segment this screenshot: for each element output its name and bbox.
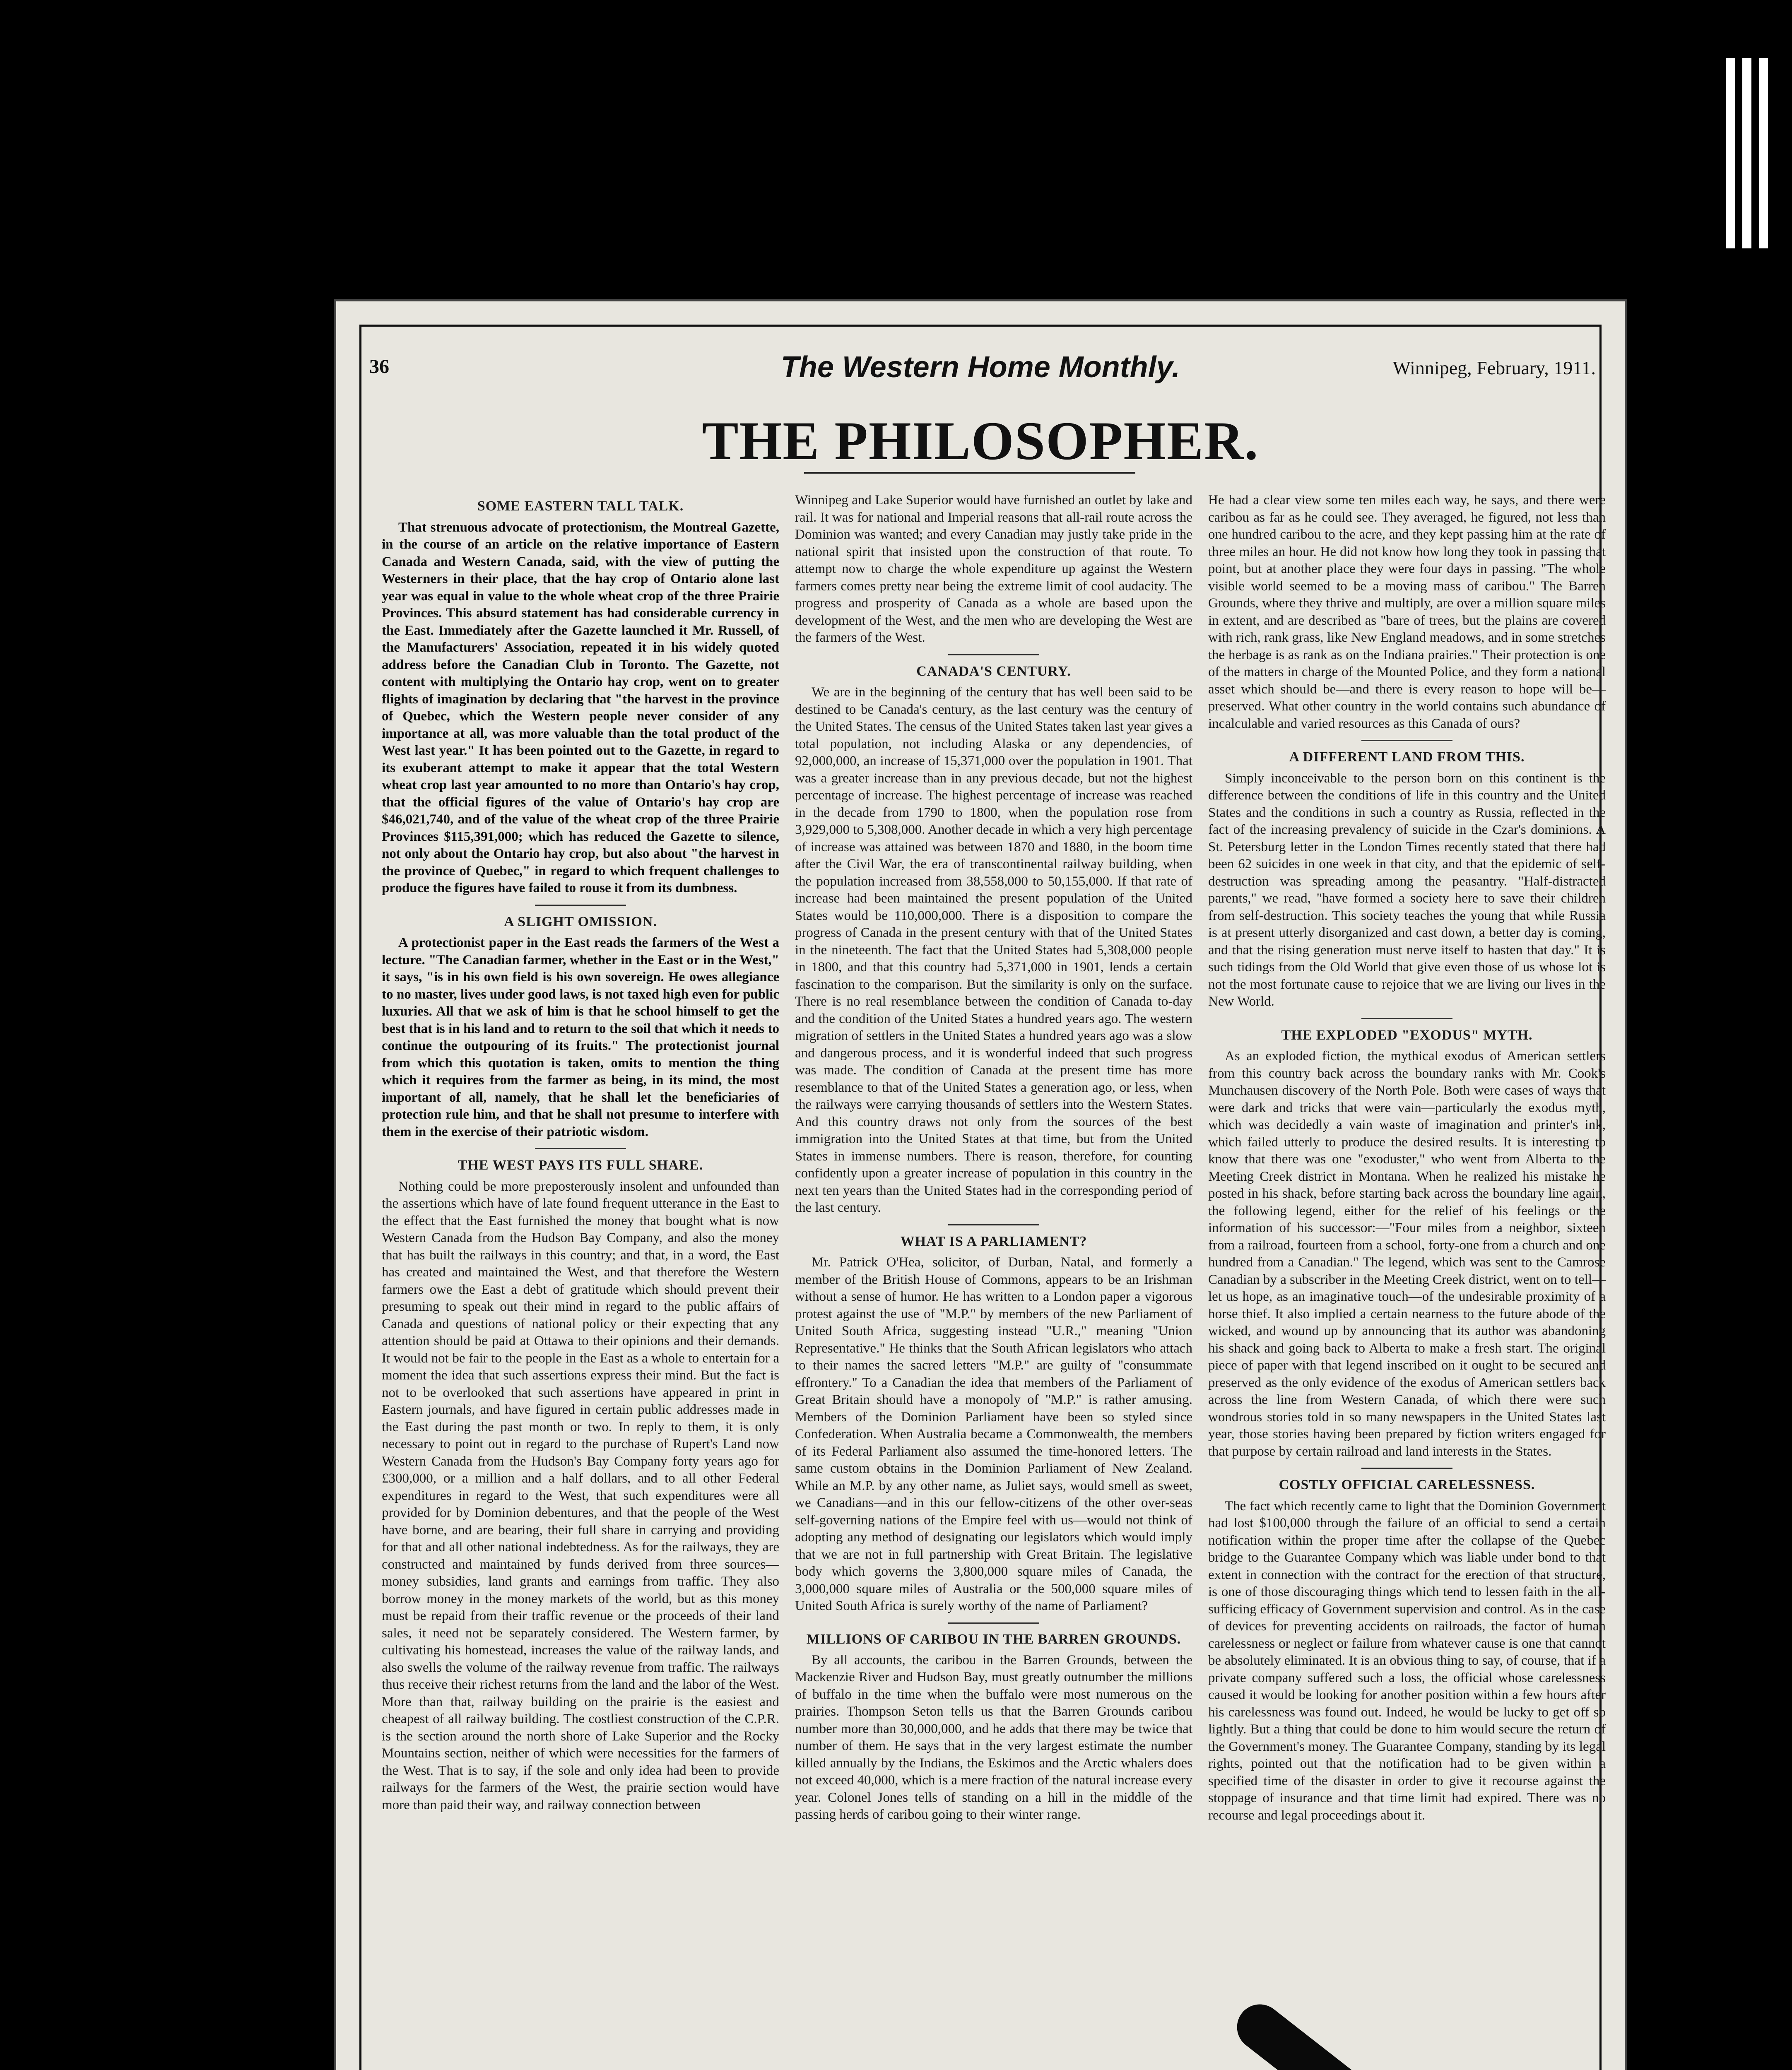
title-rule [804, 472, 1135, 474]
section-divider [1361, 1018, 1452, 1019]
article-body: He had a clear view some ten miles each way, he says, and there were caribou as far as he could see. They averaged, he figured, not less than one hundred caribou to the acre, and they kept passing him at the rate of three miles an hour. He did not know how long they took in passing that point, but at another place they were four days in passing. "The whole visible world seemed to be a moving mass of caribou." The Barren Grounds, where they thrive and multiply, are over a million square miles in extent, and are described as "bare of trees, but the plains are covered with rich, rank grass, like New England meadows, and in some stretches the herbage is as rank as on the Indiana prairies." Their protection is one of the matters in charge of the Mounted Police, and they form a national asset which should be—and there is every reason to hope will be—preserved. What other country in the world contains such abundance of incalculable and varied resources as this Canada of ours? [1208, 493, 1606, 731]
page-number: 36 [369, 356, 389, 378]
column-3 [1208, 492, 1606, 2070]
article-heading: SOME EASTERN TALL TALK. [477, 498, 684, 514]
article-body: As an exploded fiction, the mythical exodus of American settlers from this country back across the boundary ranks with Mr. Cook's Munchausen discovery of the North Pole. Both were cases of ways that were dark and tricks that were vain—particularly the exodus myth, which was decidedly a vain waste of imagination and printer's ink, which failed utterly to produce the desired results. It is interesting to know that there was one "exoduster," who went from Alberta to the Meeting Creek district in Montana. When he realized his mistake he posted in his shack, before starting back across the boundary line again, the following legend, either for the relief of his feelings or the information of his successor:—"Four miles from a neighbor, sixteen from a railroad, fourteen from a school, forty-one from a church and one hundred from a Canadian." The legend, which was sent to the Camrose Canadian by a subscriber in the Meeting Creek district, went on to tell—let us hope, as an imaginative touch—of the undesirable proximity of a horse thief. It also implied a certain nearness to the future abode of the wicked, and wound up by announcing that its author was abandoning his shack and going back to Alberta to make a fresh start. The original piece of paper with that legend inscribed on it ought to be secured and preserved as the only evidence of the exodus of American settlers back across the line from Western Canada, of which there were such wondrous stories told in so many newspapers in the United States last year, those stories having been prepared by fiction writers engaged for that purpose by certain railroad and land interests in the States. [1208, 1049, 1606, 1459]
section-divider [948, 1622, 1039, 1624]
article-body: We are in the beginning of the century that has well been said to be destined to be Canada's century, as the last century was the century of the United States. The census of the United States taken last year gives a total population, not including Alaska or any dependencies, of 92,000,000, an increase of 15,371,000 over the population in 1901. That was a greater increase than in any previous decade, but not the highest percentage of increase. The highest percentage of increase was reached in the decade from 1790 to 1800, when the population rose from 3,929,000 to 5,308,000. Another decade in which a very high percentage of increase was attained was between 1870 and 1880, in the boom time after the Civil War, the era of transcontinental railway building, when the population increased from 38,558,000 to 50,155,000. If that rate of increase had been maintained the present population of the United States would be 110,000,000. There is a disposition to compare the progress of Canada in the present century with that of the United States in the nineteenth. The fact that the United States had 5,308,000 people in 1800, and that this country had 5,371,000 in 1901, lends a certain fascination to the comparison. But the similarity is only on the surface. There is no real resemblance between the condition of Canada to-day and the condition of the United States a hundred years ago. The western migration of settlers in the United States a hundred years ago was a slow and dangerous process, and it is wonderful indeed that such progress was made. The condition of Canada at the present time has more resemblance to that of the United States a generation ago, or less, when the railways were carrying thousands of settlers into the Western States. And this country draws not only from the sources of the best immigration into the United States at that time, but from the United States in immense numbers. There is reason, therefore, for counting confidently upon a greater increase of population in this country in the next ten years than the United States had in the corresponding period of the last century. [795, 685, 1192, 1215]
article-heading: A SLIGHT OMISSION. [504, 914, 657, 929]
article-body: That strenuous advocate of protectionism, the Montreal Gazette, in the course of an article on the relative importance of Eastern Canada and Western Canada, said, with the view of putting the Westerners in their place, that the hay crop of Ontario alone last year was equal in value to the whole wheat crop of the three Prairie Provinces. This absurd statement has had considerable currency in the East. Immediately after the Gazette launched it Mr. Russell, of the Manufacturers' Association, repeated it in his widely quoted address before the Canadian Club in Toronto. The Gazette, not content with multiplying the Ontario hay crop, went on to greater flights of imagination by declaring that "the harvest in the province of Quebec, which the Western people never consider of any importance at all, was more valuable than the total product of the West last year." It has been pointed out to the Gazette, in regard to its exuberant attempt to make it appear that the total Western wheat crop last year amounted to no more than Ontario's hay crop, that the official figures of the value of Ontario's hay crop are $46,021,740, and of the value of the wheat crop of the three Prairie Provinces $115,391,000; which has reduced the Gazette to silence, not only about the Ontario hay crop, but also about "the harvest in the province of Quebec," in regard to which frequent challenges to produce the figures have failed to rouse it from its dumbness. [382, 520, 779, 895]
column-1 [382, 492, 779, 2070]
article-heading: CANADA'S CENTURY. [916, 663, 1071, 679]
article-heading: THE WEST PAYS ITS FULL SHARE. [458, 1158, 703, 1173]
article-body: Simply inconceivable to the person born on this continent is the difference between the conditions of life in this country and the United States and the conditions in such a country as Russia, reflected in the fact of the increasing prevalency of suicide in the Czar's dominions. A St. Petersburg letter in the London Times recently stated that there had been 62 suicides in one week in that city, and that the epidemic of self-destruction was spreading among the peasantry. "Half-distracted parents," we read, "have formed a society here to save their children from self-destruction. This society teaches the young that while Russia is at present utterly disorganized and cast down, a better day is coming, and that the rising generation must nerve itself to hasten that day." It is such tidings from the Old World that give even those of us whose lot is not the most fortunate cause to rejoice that we are living our lives in the New World. [1208, 770, 1606, 1009]
magazine-page [336, 301, 1625, 2070]
article-heading: MILLIONS OF CARIBOU IN THE BARREN GROUNDS. [806, 1631, 1181, 1647]
article-heading: A DIFFERENT LAND FROM THIS. [1289, 749, 1525, 765]
article-body: Mr. Patrick O'Hea, solicitor, of Durban, Natal, and formerly a member of the British House of Commons, appears to be an Irishman without a sense of humor. He has written to a London paper a vigorous protest against the use of "M.P." by members of the new Parliament of United South Africa, suggesting instead "U.R.," meaning "Union Representative." He thinks that the South African legislators who attach to their names the sacred letters "M.P." are guilty of "consummate effrontery." To a Canadian the idea that members of the Parliament of Great Britain should have a monopoly of "M.P." is rather amusing. Members of the Dominion Parliament have been so styled since Confederation. When Australia became a Commonwealth, the members of its Federal Parliament also assumed the time-honored letters. The same custom obtains in the Dominion Parliament of New Zealand. While an M.P. by any other name, as Juliet says, would smell as sweet, we Canadians—and in this our fellow-citizens of the other over-seas self-governing nations of the Empire feel with us—would not think of adopting any method of designating our legislators which would imply that we are not in full partnership with Great Britain. The legislative body which governs the 3,800,000 square miles of Canada, the 3,000,000 square miles of Australia or the 500,000 square miles of United South Africa is surely worthy of the name of Parliament? [795, 1255, 1192, 1613]
section-divider [1361, 1468, 1452, 1469]
film-edge-strip [1726, 58, 1775, 248]
article-heading: COSTLY OFFICIAL CARELESSNESS. [1279, 1477, 1535, 1492]
column-2 [795, 492, 1192, 2070]
article-body: The fact which recently came to light that the Dominion Government had lost $100,000 through the failure of an official to send a certain notification within the proper time after the collapse of the Quebec bridge to the Guarantee Company which was liable under bond to that extent in connection with the contract for the erection of that structure, is one of those discouraging things which tend to lessen faith in the all-sufficing efficacy of Government supervision and control. As in the case of devices for preventing accidents on railroads, the factor of human carelessness or neglect or failure from whatever cause is one that cannot be absolutely eliminated. It is an obvious thing to say, of course, that if a private company suffered such a loss, the official whose carelessness caused it would be looking for another position within a few hours after his carelessness was found out. Indeed, he would be lucky to get off so lightly. But a thing that could be done to him would secure the return of the Government's money. The Guarantee Company, standing by its legal rights, pointed out that the notification had to be given within a specified time of the disaster in order to give it recourse against the stoppage of insurance and that time limit had expired. There was no recourse and legal proceedings about it. [1208, 1498, 1606, 1823]
section-divider [1361, 740, 1452, 741]
issue-date: Winnipeg, February, 1911. [1392, 357, 1596, 378]
section-divider [535, 905, 626, 906]
page-title: THE PHILOSOPHER. [702, 410, 1259, 471]
article-heading: THE EXPLODED "EXODUS" MYTH. [1281, 1027, 1533, 1043]
section-divider [535, 1148, 626, 1149]
article-body: Nothing could be more preposterously insolent and unfounded than the assertions which have of late found frequent utterance in the East to the effect that the East furnished the money that bought what is now Western Canada from the Hudson Bay Company, and also the money that has built the railways in this country; and that, in a word, the East has created and maintained the West, and that therefore the Western farmers owe the East a debt of gratitude which should prevent their presuming to speak out their mind in regard to the public affairs of Canada and questions of national policy or their expecting that any attention should be paid at Ottawa to their opinions and their demands. It would not be fair to the people in the East as a whole to entertain for a moment the idea that such assertions express their mind. But the fact is not to be overlooked that such assertions have appeared in print in Eastern journals, and have figured in certain public addresses made in the East during the past month or two. In reply to them, it is only necessary to point out in regard to the purchase of Rupert's Land now Western Canada from the Hudson's Bay Company forty years ago for £300,000, or a million and a half dollars, and to all other Federal expenditures in regard to the West, that such expenditures were all provided for by Dominion debentures, and that the people of the West have borne, and are bearing, their full share in carrying and providing for that and all other national indebtedness. As for the railways, they are constructed and maintained by funds derived from three sources—money subsidies, land grants and earnings from traffic. They also borrow money in the money markets of the world, but as this money must be repaid from their traffic revenue or the proceeds of their land sales, it need not be separately considered. The Western farmer, by cultivating his homestead, increases the value of the railway lands, and also swells the volume of the railway revenue from traffic. The railways thus receive their richest returns from the land and the labor of the West. More than that, railway building on the prairie is the easiest and cheapest of all railway building. The costliest construction of the C.P.R. is the section around the north shore of Lake Superior and the Rocky Mountains section, neither of which were necessities for the farmers of the West. That is to say, if the sole and only idea had been to provide railways for the farmers of the West, the prairie section would have more than paid their way, and railway connection between [382, 1179, 779, 1812]
article-heading: WHAT IS A PARLIAMENT? [900, 1233, 1087, 1249]
article-body: By all accounts, the caribou in the Barren Grounds, between the Mackenzie River and Hudson Bay, must greatly outnumber the millions of buffalo in the time when the buffalo were most numerous on the prairies. Thompson Seton tells us that the Barren Grounds caribou number more than 30,000,000, and he adds that there may be twice that number of them. He says that in the very largest estimate the number killed annually by the Indians, the Eskimos and the Arctic whalers does not exceed 40,000, which is a mere fraction of the natural increase every year. Colonel Jones tells of standing on a hill in the middle of the passing herds of caribou going to their winter range. [795, 1652, 1192, 1822]
section-divider [948, 654, 1039, 655]
article-body: A protectionist paper in the East reads the farmers of the West a lecture. "The Canadian farmer, whether in the East or in the West," it says, "is in his own field is his own sovereign. He owes allegiance to no master, lives under good laws, is not taxed high even for public luxuries. All that we ask of him is that he school himself to get the best that is in his land and to return to the soil that which it needs to continue the outpouring of its fruits." The protectionist journal from which this quotation is taken, omits to mention the thing which it requires from the farmer as being, in its mind, the most important of all, namely, that he shall let the beneficiaries of protection rule him, and that he shall not presume to interfere with them in the exercise of their patriotic wisdom. [382, 935, 779, 1139]
publication-title: The Western Home Monthly. [780, 351, 1180, 384]
section-divider [948, 1224, 1039, 1225]
article-body: Winnipeg and Lake Superior would have furnished an outlet by lake and rail. It was for national and Imperial reasons that all-rail route across the Dominion was wanted; and every Canadian may justly take pride in the national spirit that insisted upon the construction of that route. To attempt now to charge the whole expenditure up against the Western farmers comes pretty near being the extreme limit of cool audacity. The progress and prosperity of Canada as a whole are based upon the development of the West, and the men who are developing the West are the farmers of the West. [795, 493, 1192, 645]
